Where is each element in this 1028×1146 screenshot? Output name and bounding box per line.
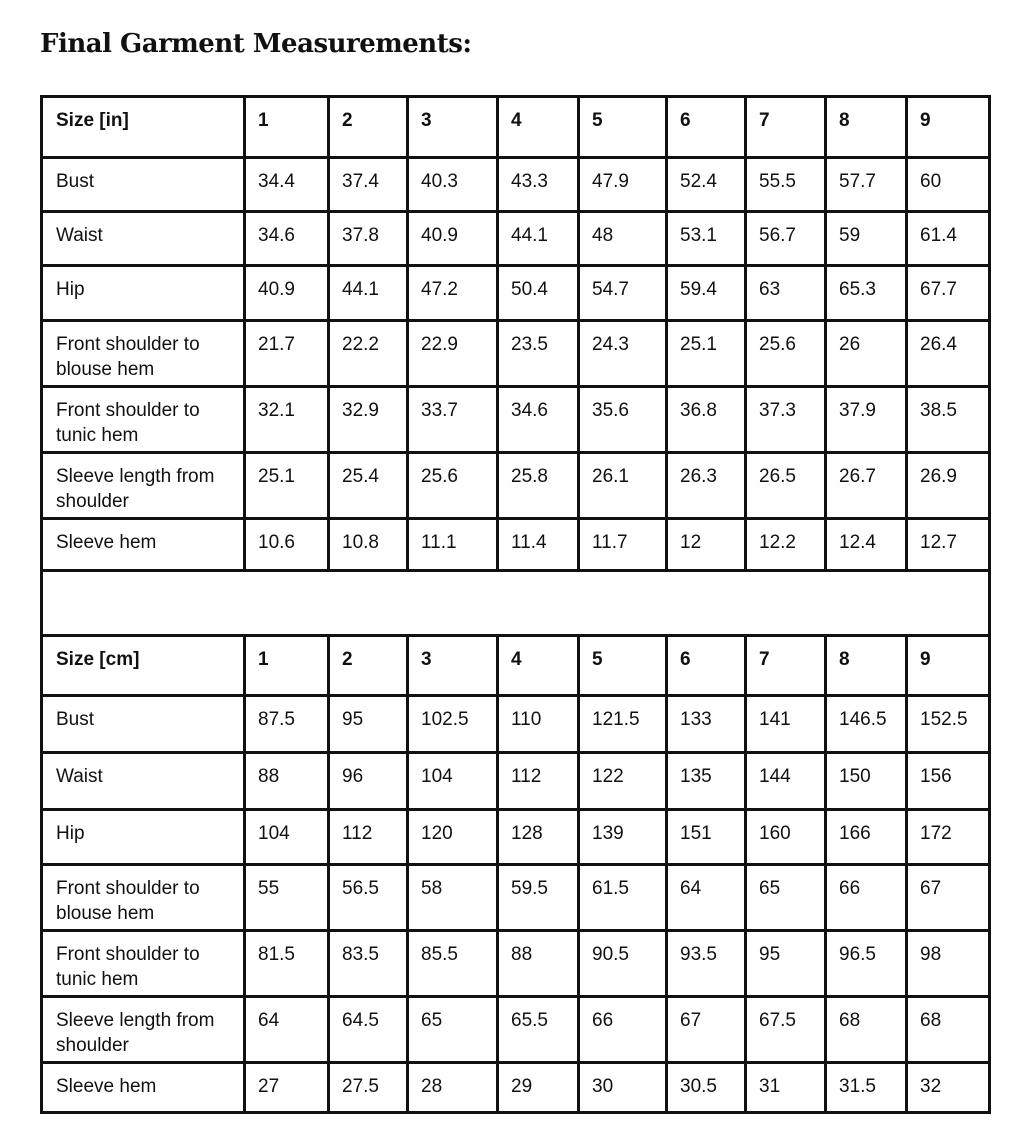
measurement-cell: 160 [746, 810, 826, 865]
row-label: Front shoulder to blouse hem [42, 321, 245, 387]
measurement-cell: 68 [907, 997, 990, 1063]
row-label: Hip [42, 810, 245, 865]
measurement-cell: 37.8 [329, 212, 408, 266]
measurement-cell: 93.5 [667, 931, 746, 997]
row-label: Front shoulder to tunic hem [42, 387, 245, 453]
measurement-cell: 88 [498, 931, 579, 997]
measurement-cell: 151 [667, 810, 746, 865]
spacer-row [42, 571, 990, 636]
table-row [42, 696, 990, 753]
measurement-cell: 66 [579, 997, 667, 1063]
size-header-cell: 8 [826, 636, 907, 696]
measurement-cell: 25.6 [746, 321, 826, 387]
measurement-cell: 128 [498, 810, 579, 865]
measurement-cell: 110 [498, 696, 579, 753]
measurement-cell: 53.1 [667, 212, 746, 266]
measurement-cell: 11.7 [579, 519, 667, 571]
table-row [42, 212, 990, 266]
measurement-cell: 31 [746, 1063, 826, 1113]
measurement-cell: 150 [826, 753, 907, 810]
measurement-cell: 24.3 [579, 321, 667, 387]
measurements-table [40, 95, 991, 1114]
table-row [42, 810, 990, 865]
row-label: Hip [42, 266, 245, 321]
measurement-cell: 81.5 [245, 931, 329, 997]
measurement-cell: 135 [667, 753, 746, 810]
measurement-cell: 87.5 [245, 696, 329, 753]
measurement-cell: 25.8 [498, 453, 579, 519]
measurement-cell: 22.9 [408, 321, 498, 387]
measurement-cell: 37.9 [826, 387, 907, 453]
measurement-cell: 172 [907, 810, 990, 865]
measurement-cell: 56.5 [329, 865, 408, 931]
measurement-cell: 34.4 [245, 158, 329, 212]
page-title: Final Garment Measurements: [40, 29, 472, 59]
size-header-cell: 3 [408, 97, 498, 158]
measurement-cell: 95 [329, 696, 408, 753]
measurement-cell: 25.6 [408, 453, 498, 519]
measurement-cell: 59.4 [667, 266, 746, 321]
measurement-cell: 133 [667, 696, 746, 753]
measurement-cell: 31.5 [826, 1063, 907, 1113]
measurement-cell: 67.5 [746, 997, 826, 1063]
measurement-cell: 166 [826, 810, 907, 865]
measurement-cell: 57.7 [826, 158, 907, 212]
measurement-cell: 12.7 [907, 519, 990, 571]
measurement-cell: 32 [907, 1063, 990, 1113]
measurement-cell: 144 [746, 753, 826, 810]
spacer-cell [42, 571, 990, 636]
measurement-cell: 26.4 [907, 321, 990, 387]
measurement-cell: 95 [746, 931, 826, 997]
measurement-cell: 27.5 [329, 1063, 408, 1113]
measurement-cell: 48 [579, 212, 667, 266]
measurement-cell: 65 [746, 865, 826, 931]
measurement-cell: 40.3 [408, 158, 498, 212]
measurement-cell: 25.1 [245, 453, 329, 519]
measurement-cell: 26.7 [826, 453, 907, 519]
measurement-cell: 43.3 [498, 158, 579, 212]
measurement-cell: 88 [245, 753, 329, 810]
table-row [42, 753, 990, 810]
measurement-cell: 146.5 [826, 696, 907, 753]
measurement-cell: 104 [408, 753, 498, 810]
measurement-cell: 102.5 [408, 696, 498, 753]
measurement-cell: 112 [498, 753, 579, 810]
measurement-cell: 50.4 [498, 266, 579, 321]
size-header-cell: 2 [329, 97, 408, 158]
measurement-cell: 30 [579, 1063, 667, 1113]
size-header-cell: 4 [498, 97, 579, 158]
measurement-cell: 29 [498, 1063, 579, 1113]
measurement-cell: 65 [408, 997, 498, 1063]
inch-table-section [42, 97, 990, 571]
measurement-cell: 36.8 [667, 387, 746, 453]
measurement-cell: 122 [579, 753, 667, 810]
measurement-cell: 156 [907, 753, 990, 810]
measurement-cell: 67 [907, 865, 990, 931]
row-label: Sleeve hem [42, 1063, 245, 1113]
row-label: Waist [42, 753, 245, 810]
size-unit-header: Size [in] [42, 97, 245, 158]
measurement-cell: 96 [329, 753, 408, 810]
table-row [42, 453, 990, 519]
measurement-cell: 63 [746, 266, 826, 321]
measurement-cell: 34.6 [498, 387, 579, 453]
size-header-cell: 5 [579, 97, 667, 158]
size-header-cell: 9 [907, 97, 990, 158]
measurement-cell: 33.7 [408, 387, 498, 453]
measurement-cell: 40.9 [245, 266, 329, 321]
measurement-cell: 21.7 [245, 321, 329, 387]
measurement-cell: 10.8 [329, 519, 408, 571]
table-row [42, 321, 990, 387]
measurement-cell: 12.4 [826, 519, 907, 571]
measurement-cell: 47.2 [408, 266, 498, 321]
size-header-cell: 5 [579, 636, 667, 696]
measurement-cell: 64 [245, 997, 329, 1063]
measurement-cell: 54.7 [579, 266, 667, 321]
table-spacer-section [42, 571, 990, 636]
row-label: Front shoulder to blouse hem [42, 865, 245, 931]
row-label: Sleeve hem [42, 519, 245, 571]
measurement-cell: 27 [245, 1063, 329, 1113]
measurement-cell: 96.5 [826, 931, 907, 997]
measurement-cell: 59 [826, 212, 907, 266]
measurement-cell: 139 [579, 810, 667, 865]
measurement-cell: 47.9 [579, 158, 667, 212]
measurement-cell: 90.5 [579, 931, 667, 997]
size-header-cell: 7 [746, 636, 826, 696]
measurement-cell: 32.9 [329, 387, 408, 453]
header-row [42, 636, 990, 696]
measurement-cell: 22.2 [329, 321, 408, 387]
measurement-cell: 58 [408, 865, 498, 931]
table-row [42, 865, 990, 931]
measurement-cell: 37.3 [746, 387, 826, 453]
size-unit-header: Size [cm] [42, 636, 245, 696]
measurement-cell: 37.4 [329, 158, 408, 212]
row-label: Bust [42, 158, 245, 212]
measurement-cell: 34.6 [245, 212, 329, 266]
measurement-cell: 26 [826, 321, 907, 387]
size-header-cell: 3 [408, 636, 498, 696]
measurement-cell: 40.9 [408, 212, 498, 266]
measurement-cell: 56.7 [746, 212, 826, 266]
measurement-cell: 35.6 [579, 387, 667, 453]
measurement-cell: 59.5 [498, 865, 579, 931]
measurement-cell: 152.5 [907, 696, 990, 753]
row-label: Sleeve length from shoulder [42, 453, 245, 519]
size-header-cell: 4 [498, 636, 579, 696]
size-header-cell: 2 [329, 636, 408, 696]
measurement-cell: 11.4 [498, 519, 579, 571]
size-header-cell: 1 [245, 636, 329, 696]
measurement-cell: 85.5 [408, 931, 498, 997]
measurement-cell: 104 [245, 810, 329, 865]
measurement-cell: 112 [329, 810, 408, 865]
measurement-cell: 60 [907, 158, 990, 212]
measurement-cell: 66 [826, 865, 907, 931]
size-header-cell: 8 [826, 97, 907, 158]
measurement-cell: 12.2 [746, 519, 826, 571]
measurement-cell: 65.5 [498, 997, 579, 1063]
table-row [42, 931, 990, 997]
measurement-cell: 26.1 [579, 453, 667, 519]
measurement-cell: 67.7 [907, 266, 990, 321]
measurement-cell: 61.5 [579, 865, 667, 931]
table-row [42, 1063, 990, 1113]
measurement-cell: 44.1 [498, 212, 579, 266]
measurement-cell: 61.4 [907, 212, 990, 266]
measurement-cell: 120 [408, 810, 498, 865]
measurement-cell: 121.5 [579, 696, 667, 753]
measurement-cell: 52.4 [667, 158, 746, 212]
row-label: Bust [42, 696, 245, 753]
header-row [42, 97, 990, 158]
measurement-cell: 44.1 [329, 266, 408, 321]
measurement-cell: 64.5 [329, 997, 408, 1063]
size-header-cell: 9 [907, 636, 990, 696]
row-label: Front shoulder to tunic hem [42, 931, 245, 997]
measurement-cell: 25.1 [667, 321, 746, 387]
size-header-cell: 1 [245, 97, 329, 158]
size-header-cell: 7 [746, 97, 826, 158]
row-label: Sleeve length from shoulder [42, 997, 245, 1063]
size-header-cell: 6 [667, 97, 746, 158]
measurement-cell: 68 [826, 997, 907, 1063]
measurement-cell: 10.6 [245, 519, 329, 571]
measurement-cell: 98 [907, 931, 990, 997]
measurement-cell: 26.3 [667, 453, 746, 519]
measurement-cell: 26.9 [907, 453, 990, 519]
measurement-cell: 25.4 [329, 453, 408, 519]
measurement-cell: 26.5 [746, 453, 826, 519]
table-row [42, 997, 990, 1063]
measurement-cell: 38.5 [907, 387, 990, 453]
measurement-cell: 65.3 [826, 266, 907, 321]
measurement-cell: 67 [667, 997, 746, 1063]
measurement-cell: 32.1 [245, 387, 329, 453]
row-label: Waist [42, 212, 245, 266]
measurement-cell: 12 [667, 519, 746, 571]
cm-table-section [42, 636, 990, 1113]
measurement-cell: 55 [245, 865, 329, 931]
measurement-cell: 64 [667, 865, 746, 931]
table-row [42, 519, 990, 571]
size-header-cell: 6 [667, 636, 746, 696]
table-row [42, 266, 990, 321]
measurement-cell: 83.5 [329, 931, 408, 997]
measurement-cell: 30.5 [667, 1063, 746, 1113]
table-row [42, 158, 990, 212]
measurement-cell: 141 [746, 696, 826, 753]
measurement-cell: 55.5 [746, 158, 826, 212]
measurement-cell: 23.5 [498, 321, 579, 387]
measurement-cell: 11.1 [408, 519, 498, 571]
table-row [42, 387, 990, 453]
measurement-cell: 28 [408, 1063, 498, 1113]
